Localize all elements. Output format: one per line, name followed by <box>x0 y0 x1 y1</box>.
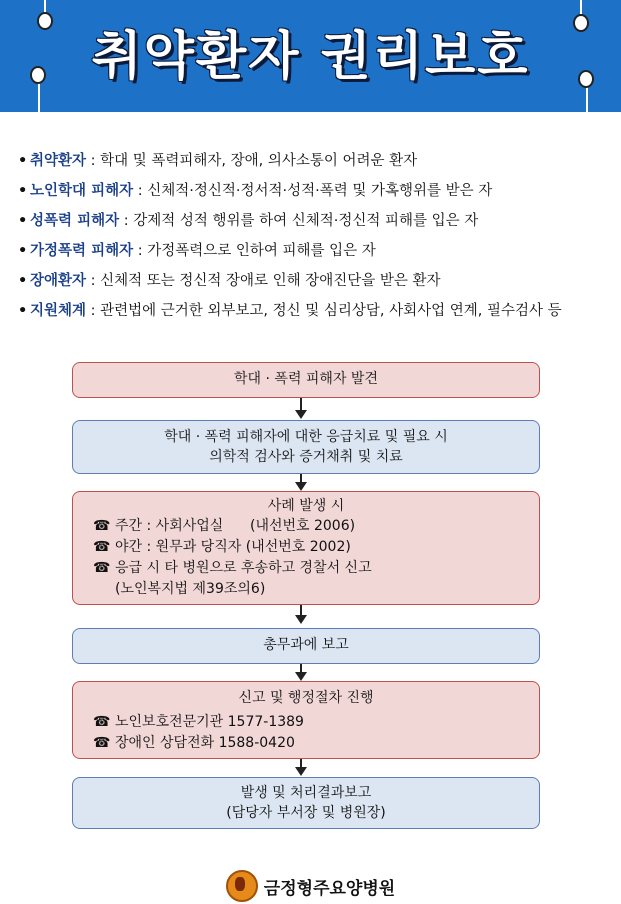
definitions-list <box>18 146 618 326</box>
flow-step-label: 학대 · 폭력 피해자 발견 <box>234 371 378 387</box>
contact-text: 응급 시 타 병원으로 후송하고 경찰서 신고 <box>115 560 372 576</box>
bullet-icon: • <box>18 273 28 289</box>
phone-icon: ☎ <box>93 518 111 534</box>
bullet-icon: • <box>18 243 28 259</box>
contact-item <box>73 558 539 579</box>
definition-desc: : 관련법에 근거한 외부보고, 정신 및 심리상담, 사회사업 연계, 필수검사 등 <box>86 303 562 319</box>
down-arrow-icon <box>299 398 303 419</box>
definition-desc: : 강제적 성적 행위를 하여 신체적·정신적 피해를 입은 자 <box>119 213 479 229</box>
definition-desc: : 신체적·정신적·정서적·성적·폭력 및 가혹행위를 받은 자 <box>133 183 493 199</box>
definition-desc: : 학대 및 폭력피해자, 장애, 의사소통이 어려운 환자 <box>86 153 418 169</box>
flow-step-line: (담당자 부서장 및 병원장) <box>226 805 386 821</box>
definition-item <box>18 266 618 296</box>
definition-desc: : 가정폭력으로 인하여 피해를 입은 자 <box>133 243 376 259</box>
flow-step-procedure <box>72 681 540 759</box>
definition-item <box>18 206 618 236</box>
footer <box>0 870 621 902</box>
contact-text: 노인보호전문기관 1577-1389 <box>115 714 304 730</box>
definition-item <box>18 176 618 206</box>
definition-term: 지원체계 <box>30 303 87 319</box>
header-banner <box>0 0 621 112</box>
definition-term: 가정폭력 피해자 <box>30 243 134 259</box>
flow-step-title: 신고 및 행정절차 진행 <box>238 690 374 706</box>
down-arrow-icon <box>299 605 303 624</box>
down-arrow-icon <box>299 474 303 491</box>
contact-text: 장애인 상담전화 1588-0420 <box>115 735 295 751</box>
bullet-icon: • <box>18 213 28 229</box>
bullet-icon: • <box>18 303 28 319</box>
hospital-name: 금정형주요양병원 <box>263 878 396 899</box>
definition-item <box>18 236 618 266</box>
phone-icon: ☎ <box>93 539 111 555</box>
flow-step-line: 학대 · 폭력 피해자에 대한 응급치료 및 필요 시 <box>164 429 448 445</box>
flow-step-discovery <box>72 362 540 398</box>
flow-step-case <box>72 491 540 605</box>
flow-step-line: 발생 및 처리결과보고 <box>240 785 372 801</box>
law-note: (노인복지법 제39조의6) <box>115 581 266 597</box>
contact-item <box>73 733 539 754</box>
definition-item <box>18 146 618 176</box>
flow-step-result <box>72 777 540 829</box>
pin-string <box>44 0 46 12</box>
definition-term: 노인학대 피해자 <box>30 183 134 199</box>
definition-term: 성폭력 피해자 <box>30 213 120 229</box>
contact-item <box>73 516 539 537</box>
flow-step-emergency <box>72 420 540 474</box>
flow-step-label: 총무과에 보고 <box>263 637 349 653</box>
bullet-icon: • <box>18 183 28 199</box>
contact-text: 야간 : 원무과 당직자 (내선번호 2002) <box>115 539 351 555</box>
contact-text: 주간 : 사회사업실 (내선번호 2006) <box>115 518 356 534</box>
flow-step-line: 의학적 검사와 증거채취 및 치료 <box>209 449 403 465</box>
page-title: 취약환자 권리보호 <box>91 27 530 87</box>
definition-item <box>18 296 618 326</box>
down-arrow-icon <box>299 664 303 681</box>
definition-term: 취약환자 <box>30 153 87 169</box>
phone-icon: ☎ <box>93 560 111 576</box>
contact-item <box>73 712 539 733</box>
contact-item <box>73 537 539 558</box>
flow-step-report <box>72 628 540 664</box>
definition-term: 장애환자 <box>30 273 87 289</box>
bullet-icon: • <box>18 153 28 169</box>
phone-icon: ☎ <box>93 714 111 730</box>
hospital-logo-icon <box>226 870 258 902</box>
phone-icon: ☎ <box>93 735 111 751</box>
pin-string <box>580 0 582 14</box>
down-arrow-icon <box>299 759 303 776</box>
definition-desc: : 신체적 또는 정신적 장애로 인해 장애진단을 받은 환자 <box>86 273 441 289</box>
flow-step-title: 사례 발생 시 <box>267 498 345 514</box>
